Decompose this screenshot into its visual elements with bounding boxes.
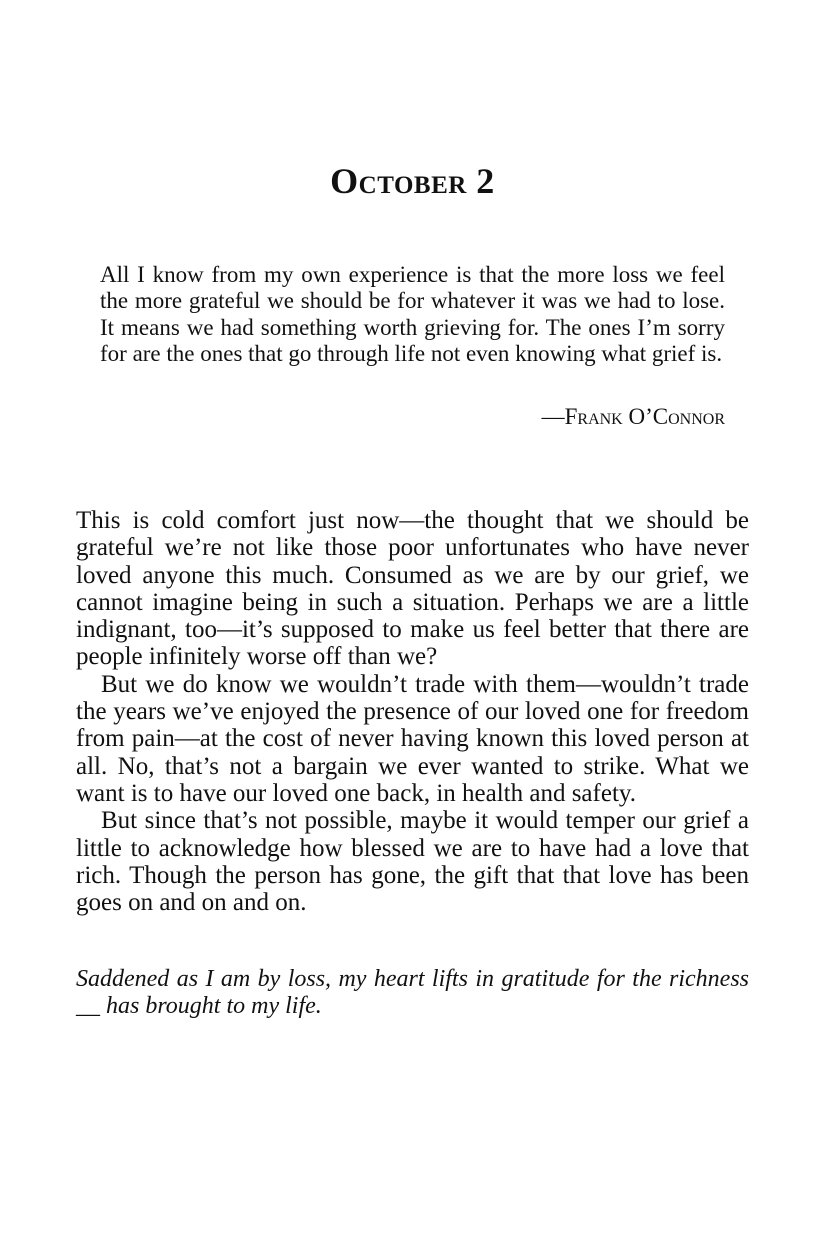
body-paragraph-3: But since that’s not possible, maybe it would temper our grief a little to acknowledge how blessed we are to have had a love that rich. Though the person has gone, the gift that that love has been goes on and on and on. [76,807,749,917]
epigraph-quote: All I know from my own experience is that the more loss we feel the more grateful we should be for whatever it was we had to lose. It means we had something worth grieving for. The ones I’m sorry for are the ones that go through life not even knowing what grief is. [100,262,725,367]
page-title: October 2 [330,161,495,201]
body-paragraph-2: But we do know we wouldn’t trade with them—wouldn’t trade the years we’ve enjoyed the presence of our loved one for freedom from pain—at the cost of never having known this loved person at all. No, that’s not a bargain we ever wanted to strike. What we want is to have our loved one back, in health and safety. [76,670,749,807]
body-paragraph-1: This is cold comfort just now—the thought that we should be grateful we’re not like those poor unfortunates who have never loved anyone this much. Consumed as we are by our grief, we cannot imagine being in such a situation. Perhaps we are a little indignant, too—it’s supposed to make us feel better that there are people infinitely worse off than we? [76,507,749,671]
epigraph-attribution: —Frank O’Connor [541,404,725,429]
closing-reflection: Saddened as I am by loss, my heart lifts in gratitude for the richness __ has brought to my life. [76,966,749,1020]
meditation-body [76,507,749,916]
